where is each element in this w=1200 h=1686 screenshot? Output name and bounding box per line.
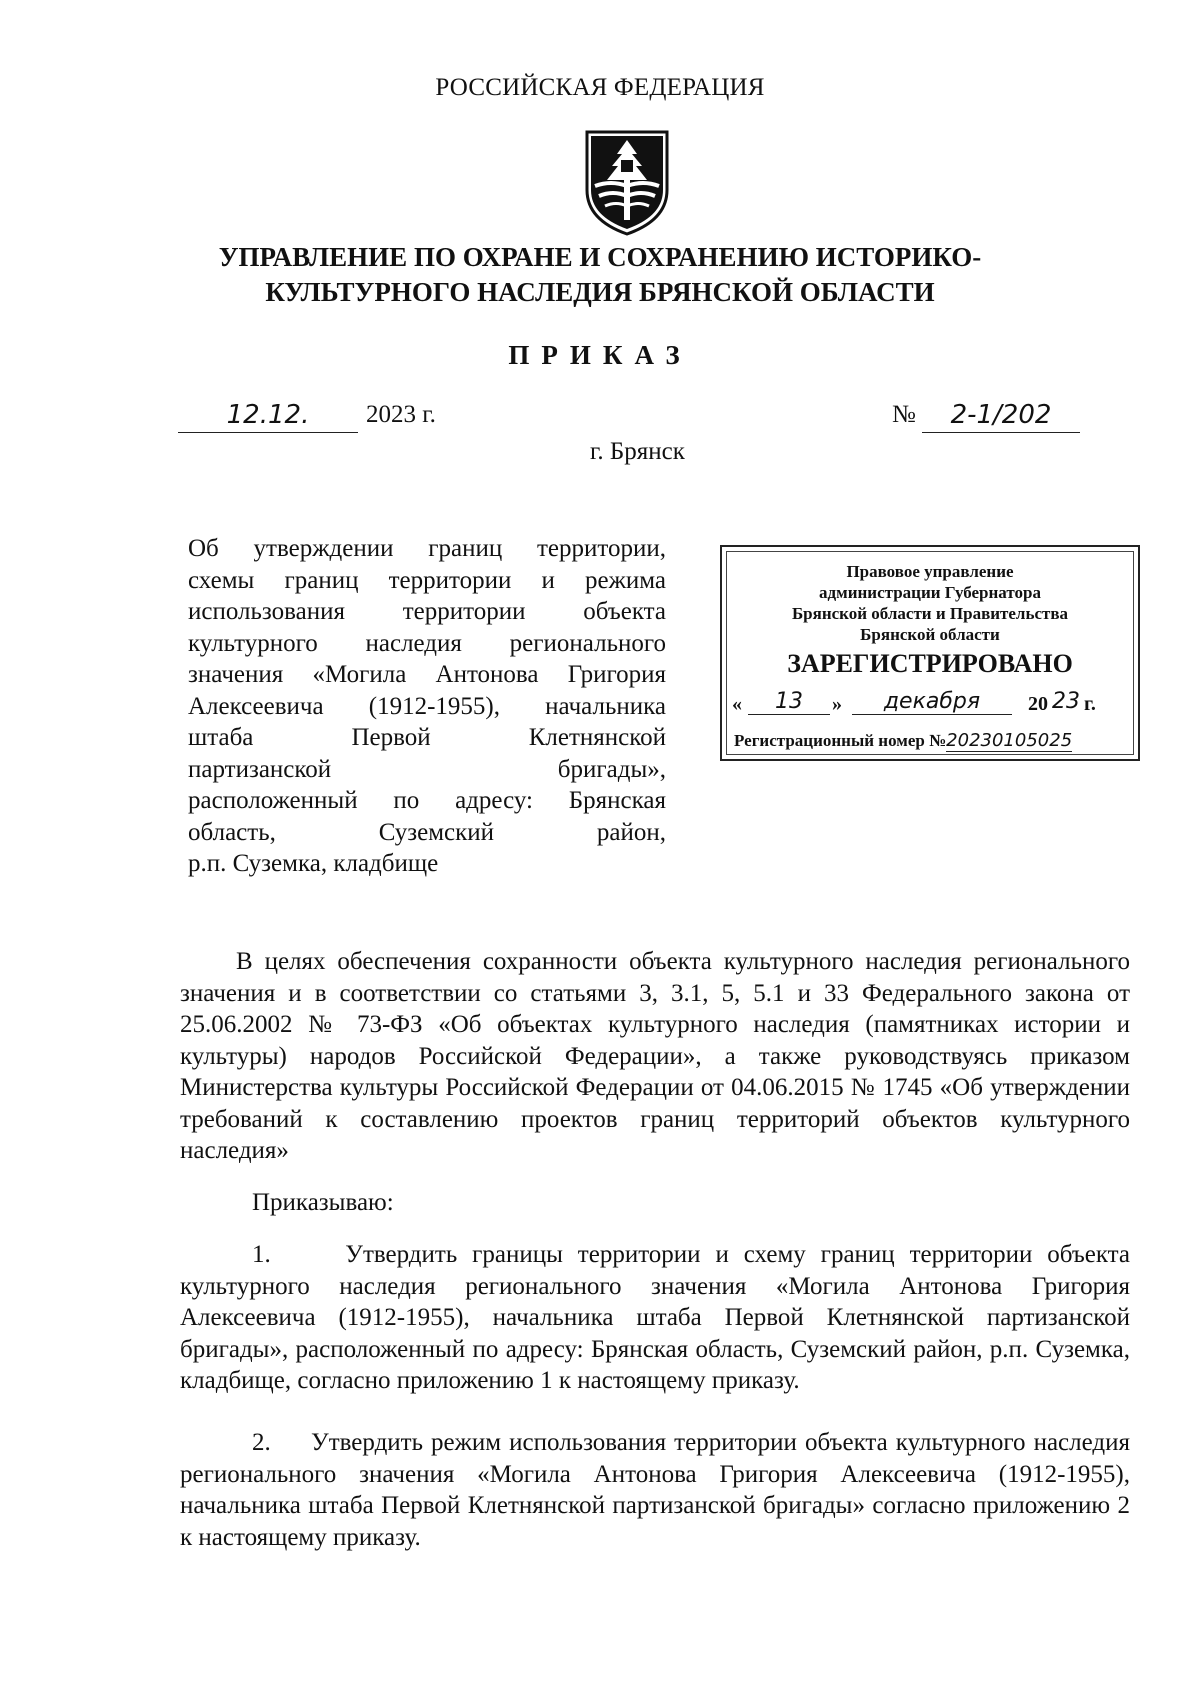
registration-stamp xyxy=(720,545,1140,761)
stamp-year-suffix: г. xyxy=(1084,693,1096,715)
stamp-line: Правовое управление xyxy=(846,562,1014,581)
order-item-2 xyxy=(180,1427,1137,1553)
order-item-text: 1. Утвердить границы территории и схему границ территории объекта культурного наследия регионального значения «Могила Антонова Григория Алексеевича (1912-1955), начальника штаба Первой Клетнянской партизанской бригады», расположенный по адресу: Брянская область, Суземский район, р.п. Суземка, кладбище, согласно приложению 1 к настоящему приказу. xyxy=(180,1241,1137,1394)
subject-line: использования территории объекта xyxy=(188,598,666,625)
stamp-registration-number xyxy=(734,730,1134,751)
subject-line: расположенный по адресу: Брянская xyxy=(188,787,666,814)
stamp-quote-close: » xyxy=(832,693,842,715)
document-type: ПРИКАЗ xyxy=(508,340,692,370)
stamp-line: Брянской области xyxy=(860,625,1000,644)
stamp-year-handwritten: 23 xyxy=(1052,689,1080,714)
agency-name xyxy=(0,240,1200,310)
subject-line: схемы границ территории и режима xyxy=(188,566,666,594)
date-year: 2023 г. xyxy=(366,401,436,428)
stamp-day-handwritten: 13 xyxy=(748,689,830,715)
subject-line: штаба Первой Клетнянской xyxy=(188,724,666,751)
country-heading: РОССИЙСКАЯ ФЕДЕРАЦИЯ xyxy=(435,74,765,101)
subject-line: Об утверждении границ территории, xyxy=(188,535,666,562)
subject-line: значения «Могила Антонова Григория xyxy=(188,661,666,688)
stamp-year-prefix: 20 xyxy=(1028,693,1048,715)
stamp-date-line xyxy=(732,689,1132,719)
preamble-text: В целях обеспечения сохранности объекта культурного наследия регионального значения и в соответствии со статьями 3, 3.1, 5, 5.1 и 33 Федерального закона от 25.06.2002 № 73-ФЗ «Об объектах культурного наследия (памятниках истории и культуры) народов Российской Федерации», а также руководствуясь приказом Министерства культуры Российской Федерации от 04.06.2015 № 1745 «Об утверждении требований к составлению проектов границ территорий объектов культурного наследия» xyxy=(180,948,1130,1164)
stamp-line: Брянской области и Правительства xyxy=(791,604,1069,623)
number-sign: № xyxy=(892,401,916,428)
subject-line: партизанской бригады», xyxy=(188,755,666,783)
document-number-handwritten: 2-1/202 xyxy=(922,400,1080,433)
stamp-line: администрации Губернатора xyxy=(819,583,1041,602)
subject-line: Алексеевича (1912-1955), начальника xyxy=(188,692,666,720)
subject-line: культурного наследия регионального xyxy=(188,629,666,657)
stamp-quote-open: « xyxy=(732,693,742,715)
order-item-text: 2. Утвердить режим использования территории объекта культурного наследия регионального значения «Могила Антонова Григория Алексеевича (1912-1955), начальника штаба Первой Клетнянской партизанской бригады» согласно приложению 2 к настоящему приказу. xyxy=(180,1429,1137,1551)
agency-name-line1: УПРАВЛЕНИЕ ПО ОХРАНЕ И СОХРАНЕНИЮ ИСТОРИКО- xyxy=(218,242,982,272)
stamp-registered: ЗАРЕГИСТРИРОВАНО xyxy=(787,649,1073,678)
stamp-regnum-label: Регистрационный номер № xyxy=(734,731,947,750)
stamp-regnum-handwritten: 20230105025 xyxy=(946,730,1073,751)
city: г. Брянск xyxy=(590,438,685,465)
date-handwritten: 12.12. xyxy=(178,400,358,433)
preamble-paragraph xyxy=(180,946,1130,1167)
subject-line: р.п. Суземка, кладбище xyxy=(188,850,439,877)
stamp-month-handwritten: декабря xyxy=(852,689,1012,715)
subject-block xyxy=(188,533,666,880)
bryansk-coat-of-arms-icon xyxy=(581,128,673,238)
order-word: Приказываю: xyxy=(252,1189,394,1216)
order-item-1 xyxy=(180,1239,1137,1397)
agency-name-line2: КУЛЬТУРНОГО НАСЛЕДИЯ БРЯНСКОЙ ОБЛАСТИ xyxy=(265,277,935,307)
subject-line: область, Суземский район, xyxy=(188,818,666,846)
